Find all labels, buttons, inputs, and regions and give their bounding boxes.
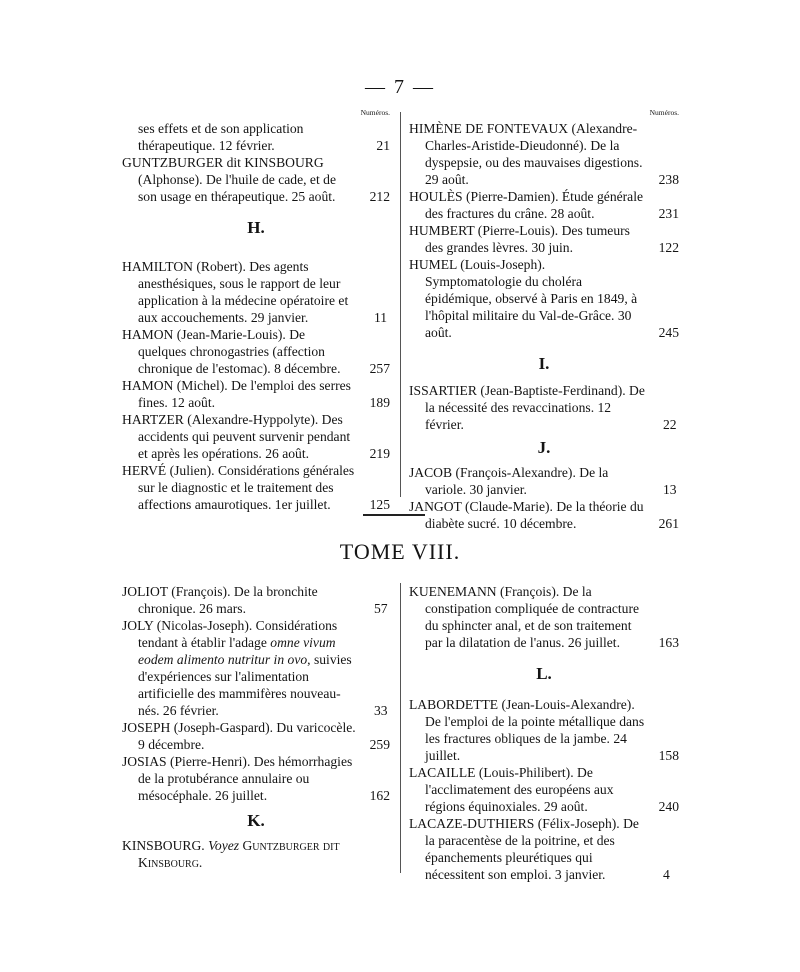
entry-number: 189: [369, 395, 390, 410]
page-number: — 7 —: [365, 76, 435, 98]
index-entry: [122, 154, 390, 205]
index-entry: [409, 120, 679, 188]
entry-text: LACAZE-DUTHIERS (Félix-Joseph). De la paracentèse de la poitrine, et des épanchements pleurétiques qui nécessitent son emploi. 3 janvier.: [409, 816, 639, 882]
entry-number: 21: [376, 138, 390, 153]
index-entry: [409, 256, 679, 341]
index-entry: [122, 326, 390, 377]
entry-text: HIMÈNE DE FONTEVAUX (Alexandre-Charles-Aristide-Dieudonné). De la dyspepsie, ou des mauvaises digestions. 29 août.: [409, 121, 643, 187]
entry-text: HAMON (Jean-Marie-Louis). De quelques chronogastries (affection chronique de l'estomac). 8 décembre.: [122, 327, 341, 376]
entry-text: LABORDETTE (Jean-Louis-Alexandre). De l'emploi de la pointe métallique dans les fractures obliques de la jambe. 24 juillet.: [409, 697, 645, 763]
entry-text: HAMILTON (Robert). Des agents anesthésiques, sous le rapport de leur application à la médecine opératoire et aux accouchements. 29 janvier.: [122, 259, 349, 325]
index-entry: JOLIOT (François). De la bronchite chronique. 26 mars. 57: [122, 584, 388, 616]
index-entry: ISSARTIER (Jean-Baptiste-Ferdinand). De la nécessité des revaccinations. 12 février. 22: [409, 383, 677, 432]
entry-text: KUENEMANN (François). De la constipation compliquée de contracture du sphincter anal, et de son traitement par la dilatation de l'anus. 26 juillet.: [409, 584, 640, 650]
entry-text: HARTZER (Alexandre-Hyppolyte). Des accidents qui peuvent survenir pendant et après les opérations. 26 août.: [122, 412, 351, 461]
bottom-right-column: [409, 583, 679, 883]
entry-number: 238: [658, 172, 679, 187]
section-rule: [363, 514, 425, 516]
entry-text: LACAILLE (Louis-Philibert). De l'acclimatement des européens aux régions équinoxiales. 29 août.: [409, 765, 614, 814]
section-letter: I.: [538, 354, 550, 373]
section-letter: K.: [247, 811, 265, 830]
entry-number: 219: [369, 446, 390, 461]
entry-text: , suivies d'expériences sur l'alimentation artificielle des mammifères nouveau-nés. 26 février.: [138, 652, 352, 718]
column-divider: [400, 583, 401, 873]
index-entry: [409, 188, 679, 222]
entry-text: HUMEL (Louis-Joseph). Symptomatologie du choléra épidémique, observé à Paris en 1849, à l'hôpital militaire du Val-de-Grâce. 30 août.: [409, 257, 638, 340]
numeros-label: Numéros.: [649, 108, 679, 117]
index-entry: [122, 837, 390, 871]
index-entry: [409, 583, 679, 651]
entry-text: JOLY (Nicolas-Joseph). Considérations tendant à établir l'adage: [122, 618, 338, 650]
column-divider: [400, 112, 401, 497]
index-entry: HAMILTON (Robert). Des agents anesthésiques, sous le rapport de leur application à la médecine opératoire et aux accouchements. 29 janvier. 11: [122, 259, 388, 325]
index-entry: [122, 377, 390, 411]
entry-text: JOSIAS (Pierre-Henri). Des hémorrhagies de la protubérance annulaire ou mésocéphale. 26 juillet.: [122, 754, 353, 803]
entry-number: 163: [658, 635, 679, 650]
index-entry: [122, 120, 390, 154]
entry-text: ISSARTIER (Jean-Baptiste-Ferdinand). De la nécessité des revaccinations. 12 février.: [409, 383, 645, 432]
numeros-label: Numéros.: [360, 108, 390, 117]
index-entry: [409, 498, 679, 532]
entry-number: 122: [658, 240, 679, 255]
entry-number: 240: [658, 799, 679, 814]
index-entry: [122, 719, 390, 753]
bottom-left-column: [122, 583, 390, 871]
index-entry: [122, 753, 390, 804]
entry-text: HOULÈS (Pierre-Damien). Étude générale des fractures du crâne. 28 août.: [409, 189, 644, 221]
tome-title: TOME VIII.: [339, 539, 461, 564]
index-entry: [409, 764, 679, 815]
top-left-column: [122, 108, 390, 513]
entry-number: 245: [658, 325, 679, 340]
entry-number: 261: [658, 516, 679, 531]
index-entry: [409, 696, 679, 764]
entry-number: 259: [369, 737, 390, 752]
entry-text: ses effets et de son application thérapeutique. 12 février.: [138, 121, 304, 153]
entry-number: 257: [369, 361, 390, 376]
entry-number: 231: [658, 206, 679, 221]
section-letter: H.: [247, 218, 265, 237]
entry-text: JOLIOT (François). De la bronchite chronique. 26 mars.: [122, 584, 318, 616]
index-entry: [122, 462, 390, 513]
index-entry: JOLY (Nicolas-Joseph). Considérations tendant à établir l'adage omne vivum eodem alimento nutritur in ovo, suivies d'expériences sur l'alimentation artificielle des mammifères nouveau-nés. 26 février. 33: [122, 618, 388, 718]
section-letter: J.: [537, 438, 551, 457]
entry-text: JANGOT (Claude-Marie). De la théorie du diabète sucré. 10 décembre.: [409, 499, 644, 531]
entry-text: KINSBOURG.: [122, 838, 209, 853]
entry-text: JOSEPH (Joseph-Gaspard). Du varicocèle. 9 décembre.: [122, 720, 356, 752]
entry-number: 158: [658, 748, 679, 763]
entry-text: JACOB (François-Alexandre). De la variole. 30 janvier.: [409, 465, 609, 497]
entry-text: HERVÉ (Julien). Considérations générales sur le diagnostic et le traitement des affections amaurotiques. 1er juillet.: [122, 463, 355, 512]
entry-text: HUMBERT (Pierre-Louis). Des tumeurs des grandes lèvres. 30 juin.: [409, 223, 630, 255]
entry-number: 125: [369, 497, 390, 512]
index-entry: LACAZE-DUTHIERS (Félix-Joseph). De la paracentèse de la poitrine, et des épanchements pleurétiques qui nécessitent son emploi. 3 janvier. 4: [409, 816, 670, 882]
index-entry: [409, 222, 679, 256]
entry-italic-text: omne vivum eodem alimento nutritur in ovo: [138, 635, 336, 667]
entry-text: Guntzburger dit Kinsbourg.: [138, 838, 340, 870]
entry-text: HAMON (Michel). De l'emploi des serres fines. 12 août.: [122, 378, 351, 410]
index-entry: [122, 411, 390, 462]
entry-italic-text: Voyez: [208, 838, 240, 853]
section-letter: L.: [536, 664, 552, 683]
entry-text: GUNTZBURGER dit KINSBOURG (Alphonse). De l'huile de cade, et de son usage en thérapeutique. 25 août.: [122, 155, 336, 204]
index-entry: JACOB (François-Alexandre). De la variole. 30 janvier. 13: [409, 465, 677, 497]
entry-number: 212: [369, 189, 390, 204]
entry-number: 162: [369, 788, 390, 803]
top-right-column: [409, 108, 679, 532]
